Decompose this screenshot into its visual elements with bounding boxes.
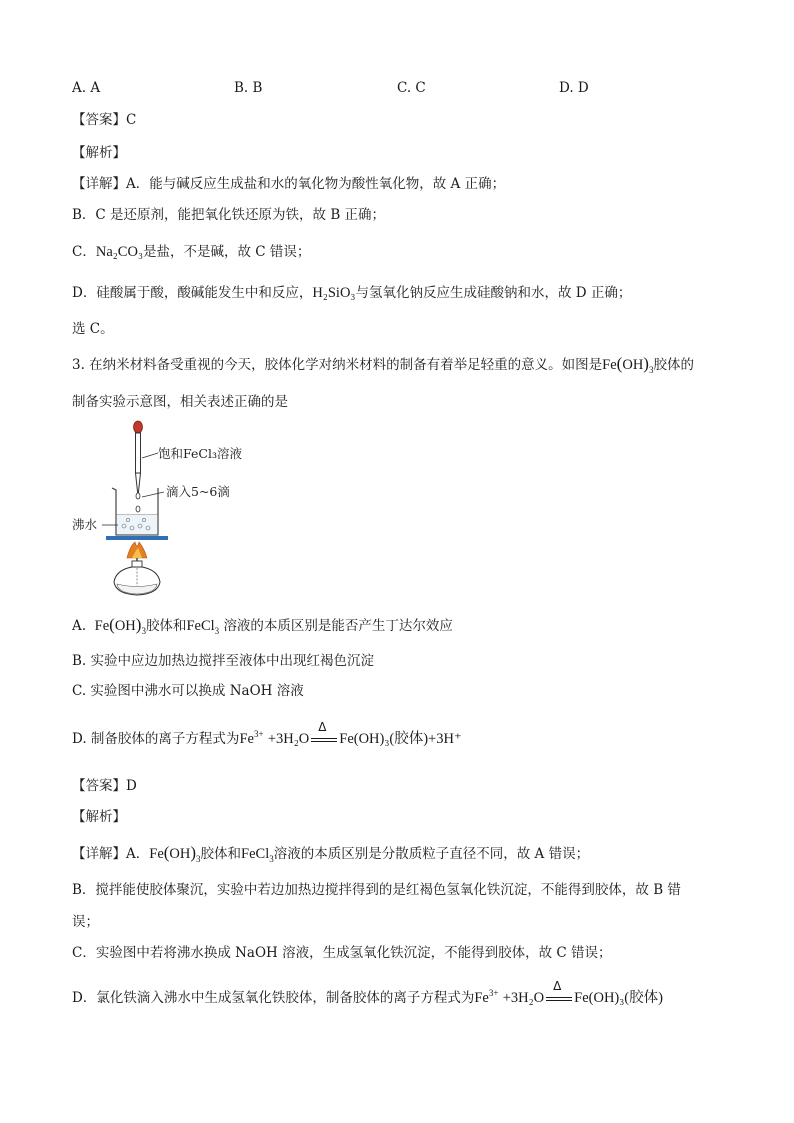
q2-explain-c <box>72 242 310 262</box>
q3-analysis-label: 【解析】 <box>72 809 126 825</box>
q3-stem-part1: 3. 在纳米材料备受重视的今天，胶体化学对纳米材料的制备有着举足轻重的意义。如图是 <box>72 357 603 373</box>
q3-stem-part2: 胶体的 <box>653 357 694 373</box>
explain-d-prefix: D．氯化铁滴入沸水中生成氢氧化铁胶体，制备胶体的离子方程式为 <box>72 990 475 1006</box>
answer-value: C <box>126 112 137 128</box>
q3-stem-line2: 制备实验示意图，相关表述正确的是 <box>72 394 288 410</box>
option-a-mid: 胶体和 <box>145 618 187 634</box>
drops-label: 滴入5~6滴 <box>166 484 230 499</box>
option-d-prefix: D. 制备胶体的离子方程式为 <box>72 731 240 747</box>
explain-d-eq-right: Fe(OH)₃(胶体) <box>574 990 663 1006</box>
heating-equals-sign <box>311 719 337 747</box>
q2-detail-a <box>72 174 505 194</box>
dropper-tube <box>136 433 141 473</box>
answer-label: 【答案】 <box>72 778 126 794</box>
q3-explain-d <box>72 978 663 1008</box>
q3-stem-line1 <box>72 354 694 375</box>
prev-option-a: A. A <box>72 80 101 96</box>
q2-explain-a: A．能与碱反应生成盐和水的氧化物为酸性氧化物，故 A 正确； <box>126 176 506 192</box>
delta-symbol: Δ <box>318 719 327 734</box>
answer-label: 【答案】 <box>72 112 126 128</box>
q2-analysis-label: 【解析】 <box>72 145 126 161</box>
dropper-label: 饱和FeCl₃溶液 <box>158 446 242 461</box>
explain-a-prefix: A． <box>126 846 150 862</box>
answer-value: D <box>126 778 137 794</box>
delta-symbol: Δ <box>553 978 562 993</box>
option-a-suffix: 溶液的本质区别是能否产生丁达尔效应 <box>223 618 453 634</box>
explain-a-mid: 胶体和 <box>200 846 242 862</box>
formula-fecl3: FeCl$_3$ <box>241 846 274 864</box>
q2-explain-b: B．C 是还原剂，能把氧化铁还原为铁，故 B 正确； <box>72 207 386 223</box>
water-label: 沸水 <box>72 517 98 532</box>
detail-label: 【详解】 <box>72 846 126 862</box>
formula-fecl3: FeCl$_3$ <box>186 618 220 636</box>
formula-feoh3: $Fe(OH)_3$ <box>149 843 201 864</box>
ion-fe3: $Fe^{3+}$ <box>239 729 264 747</box>
formula-h2sio3: H₂SiO₃ <box>312 285 356 301</box>
prev-options-row <box>72 80 692 100</box>
q3-answer-line <box>72 776 137 796</box>
formula-na2co3: Na₂CO₃ <box>95 244 144 260</box>
q3-explain-b-line1: B．搅拌能使胶体聚沉，实验中若边加热边搅拌得到的是红褐色氢氧化铁沉淀，不能得到胶体，故 B 错 <box>72 882 681 898</box>
dropper-bulb <box>134 421 143 433</box>
q3-option-b: B. 实验中应边加热边搅拌至液体中出现红褐色沉淀 <box>72 653 375 669</box>
q3-option-c: C. 实验图中沸水可以换成 NaOH 溶液 <box>72 683 304 699</box>
q3-explain-b-line2: 误； <box>72 914 99 930</box>
detail-label: 【详解】 <box>72 176 126 192</box>
option-d-eq-right: Fe(OH)₃(胶体)+3H⁺ <box>339 731 462 747</box>
q2-explain-d <box>72 283 631 303</box>
explain-d-prefix: D．硅酸属于酸，酸碱能发生中和反应， <box>72 285 313 301</box>
drop-1 <box>136 493 140 499</box>
q3-explain-c: C．实验图中若将沸水换成 NaOH 溶液，生成氢氧化铁沉淀，不能得到胶体，故 C 错误； <box>72 945 612 961</box>
drop-2 <box>136 506 140 512</box>
option-a-letter: A. <box>72 618 87 634</box>
colloid-apparatus-figure <box>72 418 272 603</box>
explain-d-suffix: 与氢氧化钠反应生成硅酸钠和水，故 D 正确； <box>355 285 632 301</box>
ion-fe3: $Fe^{3+}$ <box>474 988 499 1006</box>
q3-explain-a <box>72 843 589 864</box>
explain-c-suffix: 是盐，不是碱，故 C 错误； <box>143 244 311 260</box>
explain-d-eq-left: +3H₂O <box>502 990 545 1006</box>
explain-a-suffix: 溶液的本质区别是分散质粒子直径不同，故 A 错误； <box>273 846 590 862</box>
wire-gauze <box>106 536 168 540</box>
dropper-tip <box>136 473 141 496</box>
formula-feoh3: $Fe(OH)_3$ <box>602 354 654 375</box>
prev-option-c: C. C <box>397 80 426 96</box>
prev-option-d: D. D <box>559 80 589 96</box>
heating-equals-sign <box>546 978 572 1006</box>
prev-option-b: B. B <box>234 80 263 96</box>
q3-option-a <box>72 615 453 636</box>
q2-answer-line <box>72 110 136 130</box>
q3-option-d <box>72 719 462 749</box>
q2-choose: 选 C。 <box>72 321 114 337</box>
explain-c-prefix: C． <box>72 244 96 260</box>
formula-feoh3: $Fe(OH)_3$ <box>94 615 146 636</box>
option-d-eq-left: +3H₂O <box>267 731 310 747</box>
